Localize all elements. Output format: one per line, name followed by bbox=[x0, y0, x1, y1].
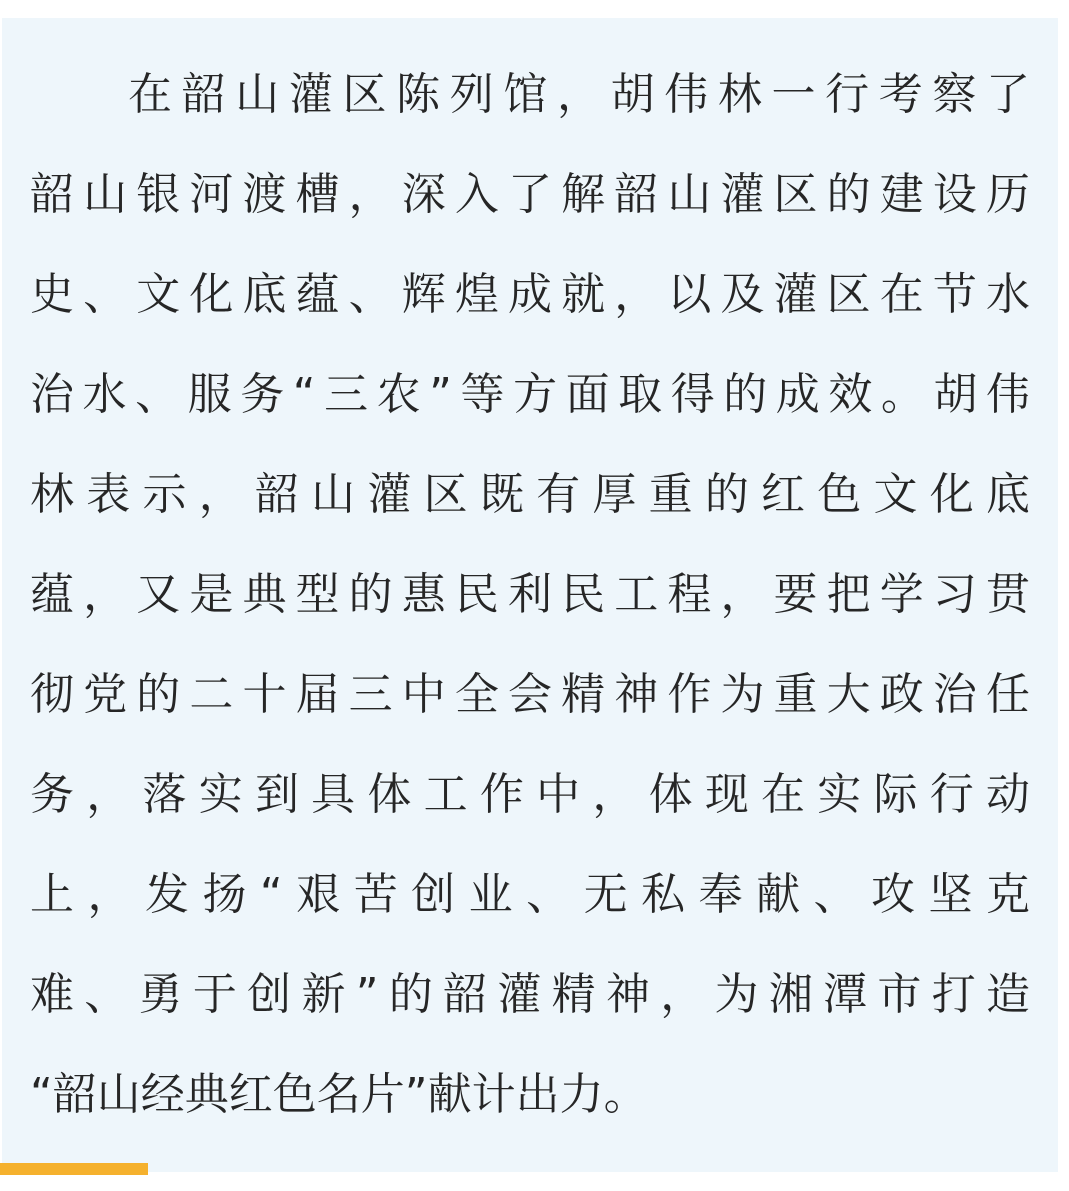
paragraph-line: 在韶山灌区陈列馆，胡伟林一行考察了 bbox=[128, 69, 1030, 120]
accent-bar bbox=[0, 1163, 148, 1175]
paragraph-line: 治水、服务“三农”等方面取得的成效。胡伟 bbox=[30, 369, 1030, 420]
paragraph-line: 上，发扬“艰苦创业、无私奉献、攻坚克 bbox=[30, 869, 1030, 920]
paragraph-line: 韶山银河渡槽，深入了解韶山灌区的建设历 bbox=[30, 169, 1030, 220]
paragraph-line: 彻党的二十届三中全会精神作为重大政治任 bbox=[30, 669, 1030, 720]
article-body bbox=[30, 45, 1030, 1145]
paragraph-line: 务，落实到具体工作中，体现在实际行动 bbox=[30, 769, 1030, 820]
paragraph-line: “韶山经典红色名片”献计出力。 bbox=[30, 1069, 648, 1120]
paragraph-line: 史、文化底蕴、辉煌成就，以及灌区在节水 bbox=[30, 269, 1030, 320]
paragraph-line: 林表示，韶山灌区既有厚重的红色文化底 bbox=[30, 469, 1030, 520]
paragraph-line: 蕴，又是典型的惠民利民工程，要把学习贯 bbox=[30, 569, 1030, 620]
paragraph-line: 难、勇于创新”的韶灌精神，为湘潭市打造 bbox=[30, 969, 1030, 1020]
